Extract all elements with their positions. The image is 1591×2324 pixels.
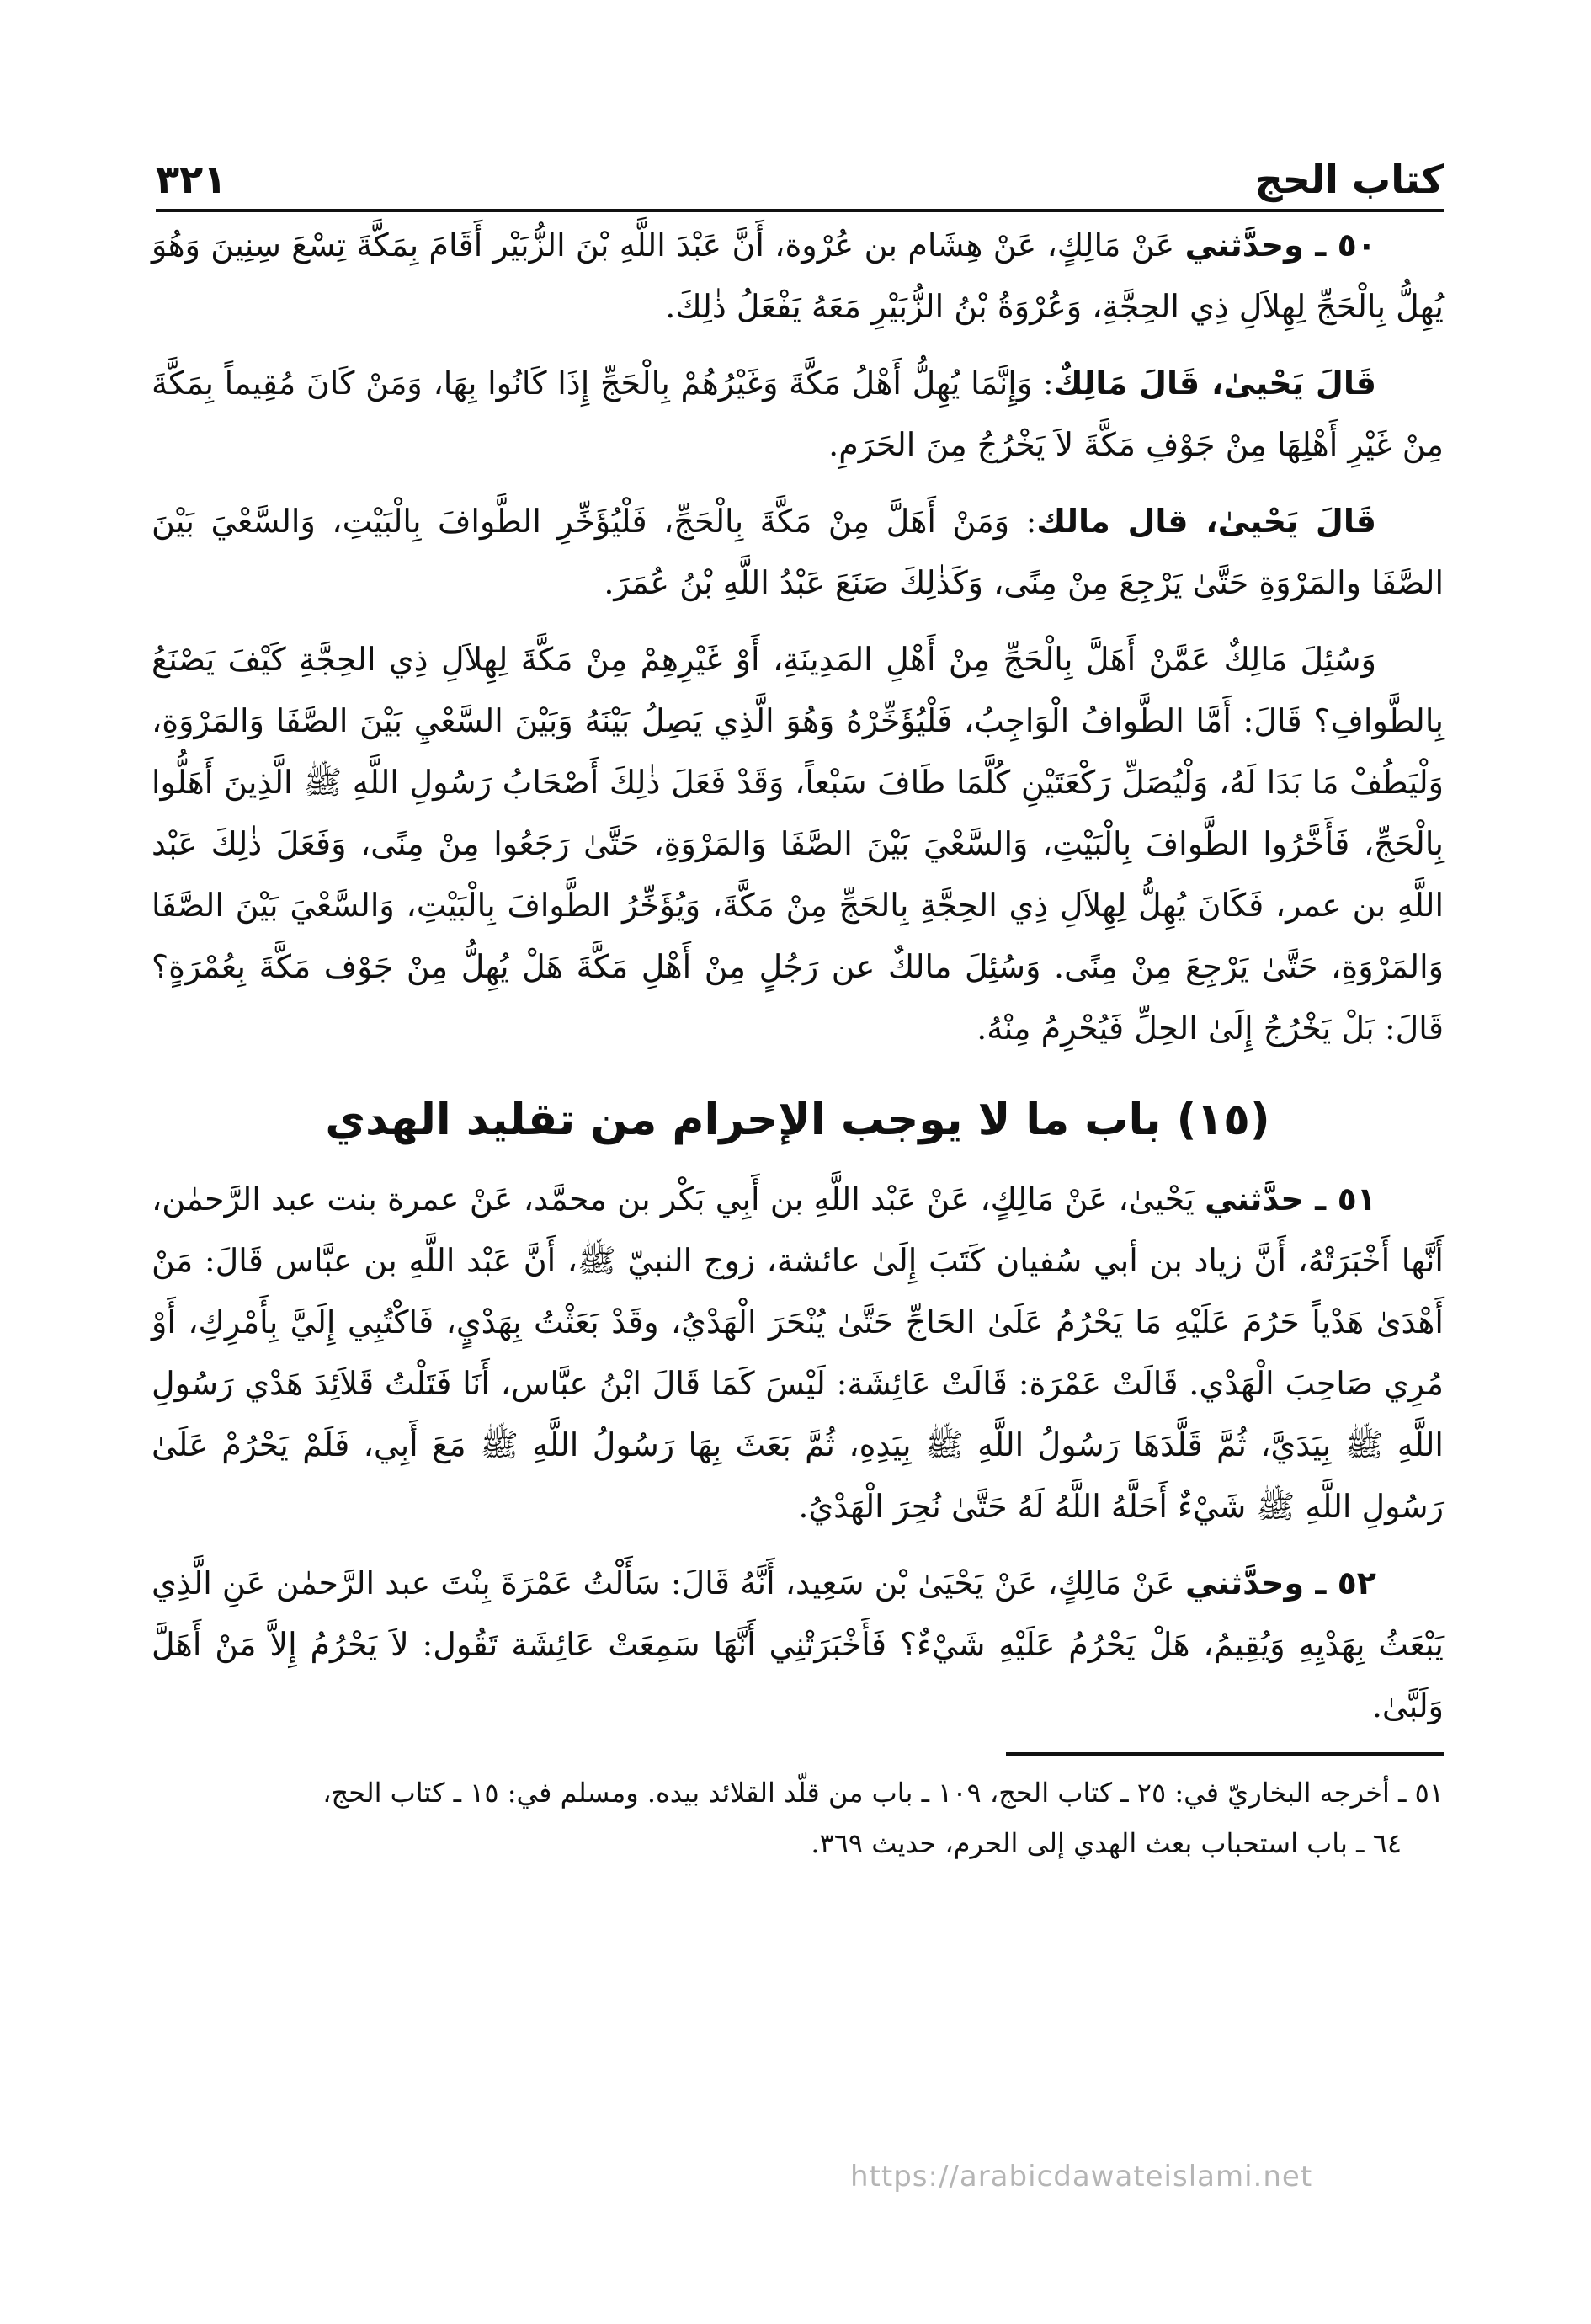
watermark-url: https://arabicdawateislami.net — [850, 2160, 1313, 2193]
book-title: كتاب الحج — [1254, 157, 1444, 202]
footnotes — [152, 1767, 1444, 1868]
hadith-paragraph-51 — [152, 1169, 1444, 1538]
hadith-paragraph-52 — [152, 1553, 1444, 1737]
footnote-line: ٦٤ ـ باب استحباب بعث الهدي إلى الحرم، حديث ٣٦٩. — [811, 1827, 1402, 1859]
paragraph-text: : وَإِنَّمَا يُهِلُّ أَهْلُ مَكَّةَ وَغَيْرُهُمْ بِالْحَجِّ إِذَا كَانُوا بِهَا، وَمَنْ كَانَ مُقِيماً بِمَكَّةَ مِنْ غَيْرِ أَهْلِهَا مِنْ جَوْفِ مَكَّةَ لاَ يَخْرُجُ مِنَ الحَرَمِ. — [152, 365, 1444, 463]
body-text — [152, 215, 1444, 1868]
paragraph-text: عَنْ مَالِكٍ، عَنْ يَحْيَىٰ بْن سَعِيد، أَنَّهُ قَالَ: سَأَلْتُ عَمْرَةَ بِنْتَ عبد الرَّحمٰن عَنِ الَّذِي يَبْعَثُ بِهَدْيِهِ وَيُقِيمُ، هَلْ يَحْرُمُ عَلَيْهِ شَيْءٌ؟ فَأَخْبَرَتْنِي أَنَّهَا سَمِعَتْ عَائِشَة تَقُول: لاَ يَحْرُمُ إِلاَّ مَنْ أَهَلَّ وَلَبَّىٰ. — [152, 1564, 1444, 1724]
paragraph-lead: ٥٢ ـ وحدَّثني — [1184, 1564, 1376, 1602]
malik-question-paragraph — [152, 629, 1444, 1059]
page-number: ٣٢١ — [156, 157, 227, 202]
paragraph-lead: ٥٠ ـ وحدَّثني — [1184, 227, 1376, 264]
paragraph-text: وَسُئِلَ مَالِكٌ عَمَّنْ أَهَلَّ بِالْحَجِّ مِنْ أَهْلِ المَدِينَةِ، أَوْ غَيْرِهِمْ مِنْ مَكَّةَ لِهِلاَلِ ذِي الحِجَّةِ كَيْفَ يَصْنَعُ بِالطَّوافِ؟ قَالَ: أَمَّا الطَّوافُ الْوَاجِبُ، فَلْيُؤَخِّرْهُ وَهُوَ الَّذِي يَصِلُ بَيْنَهُ وَبَيْنَ السَّعْيِ بَيْنَ الصَّفَا وَالمَرْوَةِ، وَلْيَطُفْ مَا بَدَا لَهُ، وَلْيُصَلِّ رَكْعَتَيْنِ كُلَّمَا طَافَ سَبْعاً، وَقَدْ فَعَلَ ذٰلِكَ أَصْحَابُ رَسُولِ اللَّهِ ﷺ الَّذِينَ أَهَلُّوا بِالْحَجِّ، فَأَخَّرُوا الطَّوافَ بِالْبَيْتِ، وَالسَّعْيَ بَيْنَ الصَّفَا وَالمَرْوَةِ، حَتَّىٰ رَجَعُوا مِنْ مِنًى، وَفَعَلَ ذٰلِكَ عَبْد اللَّهِ بن عمر، فَكَانَ يُهِلُّ لِهِلاَلِ ذِي الحِجَّةِ بِالحَجِّ مِنْ مَكَّةَ، وَيُؤَخِّرُ الطَّوافَ بِالْبَيْتِ، وَالسَّعْيَ بَيْنَ الصَّفَا وَالمَرْوَةِ، حَتَّىٰ يَرْجِعَ مِنْ مِنًى. وَسُئِلَ مالكٌ عن رَجُلٍ مِنْ أَهْلِ مَكَّةَ هَلْ يُهِلُّ مِنْ جَوْف مَكَّةَ بِعُمْرَةٍ؟ قَالَ: بَلْ يَخْرُجُ إِلَىٰ الحِلِّ فَيُحْرِمُ مِنْهُ. — [152, 641, 1444, 1047]
footnote-line: ٥١ ـ أخرجه البخاريّ في: ٢٥ ـ كتاب الحج، ١٠٩ ـ باب من قلّد القلائد بيده. ومسلم في: ١٥ ـ كتاب الحج، — [322, 1777, 1444, 1809]
malik-opinion-paragraph-2 — [152, 491, 1444, 614]
paragraph-lead: قَالَ يَحْيىٰ، قال مالك — [1036, 503, 1376, 540]
chapter-heading: (١٥) باب ما لا يوجب الإحرام من تقليد الهدي — [325, 1095, 1270, 1145]
paragraph-text: : وَمَنْ أَهَلَّ مِنْ مَكَّةَ بِالْحَجِّ، فَلْيُؤَخِّرِ الطَّوافَ بِالْبَيْتِ، وَالسَّعْيَ بَيْنَ الصَّفَا والمَرْوَةِ حَتَّىٰ يَرْجِعَ مِنْ مِنًى، وَكَذٰلِكَ صَنَعَ عَبْدُ اللَّهِ بْنُ عُمَرَ. — [152, 503, 1444, 601]
paragraph-text: يَحْيىٰ، عَنْ مَالِكٍ، عَنْ عَبْد اللَّهِ بن أَبِي بَكْر بن محمَّد، عَنْ عمرة بنت عبد الرَّحمٰن، أَنَّها أَخْبَرَتْهُ، أَنَّ زياد بن أبي سُفيان كَتَبَ إِلَىٰ عائشة، زوج النبيّ ﷺ، أَنَّ عَبْد اللَّهِ بن عبَّاس قَالَ: مَنْ أَهْدَىٰ هَدْياً حَرُمَ عَلَيْهِ مَا يَحْرُمُ عَلَىٰ الحَاجِّ حَتَّىٰ يُنْحَرَ الْهَدْيُ، وقَدْ بَعَثْتُ بِهَدْيٍ، فَاكْتُبِي إِلَيَّ بِأَمْرِكِ، أَوْ مُرِي صَاحِبَ الْهَدْي. قَالَتْ عَمْرَة: قَالَتْ عَائِشَة: لَيْسَ كَمَا قَالَ ابْنُ عبَّاس، أَنَا فَتَلْتُ قَلاَئِدَ هَدْي رَسُولِ اللَّهِ ﷺ بِيَدَيَّ، ثُمَّ قَلَّدَهَا رَسُولُ اللَّهِ ﷺ بِيَدِهِ، ثُمَّ بَعَثَ بِهَا رَسُولُ اللَّهِ ﷺ مَعَ أَبِي، فَلَمْ يَحْرُمْ عَلَىٰ رَسُولِ اللَّهِ ﷺ شَيْءٌ أَحَلَّهُ اللَّهُ لَهُ حَتَّىٰ نُحِرَ الْهَدْيُ. — [152, 1181, 1444, 1525]
running-header — [156, 126, 1444, 212]
paragraph-lead: ٥١ ـ حدَّثني — [1205, 1181, 1376, 1218]
paragraph-text: عَنْ مَالِكٍ، عَنْ هِشَام بن عُرْوة، أَنَّ عَبْدَ اللَّهِ بْنَ الزُّبَيْر أَقَامَ بِمَكَّةَ تِسْعَ سِنِينَ وَهُوَ يُهِلُّ بِالْحَجِّ لِهِلاَلِ ذِي الحِجَّةِ، وَعُرْوَةُ بْنُ الزُّبَيْرِ مَعَهُ يَفْعَلُ ذٰلِكَ. — [152, 227, 1444, 325]
hadith-paragraph-50 — [152, 215, 1444, 338]
paragraph-lead: قَالَ يَحْيىٰ، قَالَ مَالِكٌ — [1053, 365, 1376, 402]
malik-opinion-paragraph-1 — [152, 353, 1444, 476]
footnote-divider — [1006, 1752, 1444, 1756]
